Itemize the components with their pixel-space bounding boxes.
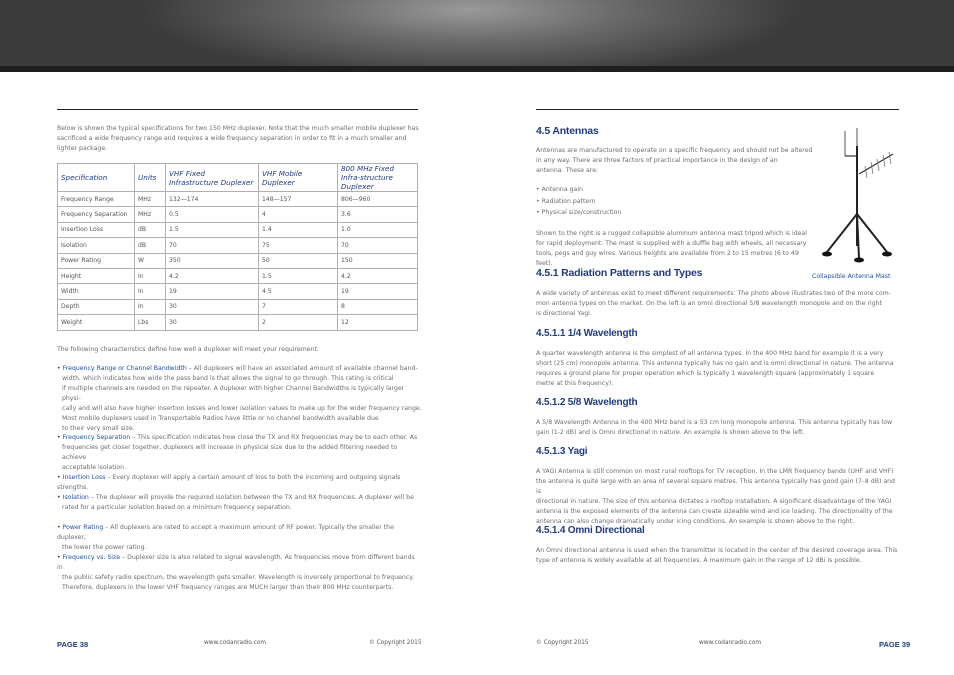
duplexer-spec-table xyxy=(57,163,418,331)
characteristic-item xyxy=(57,364,422,434)
table-cell: 1.5 xyxy=(166,222,259,237)
characteristic-item xyxy=(57,553,422,593)
characteristic-text-line: rated for a particular isolation based on a minimum frequency separation. xyxy=(62,504,292,511)
table-cell: Depth xyxy=(58,299,135,314)
table-cell: 2 xyxy=(259,315,338,330)
characteristic-term: Frequency Separation xyxy=(62,434,131,441)
table-header-cell: Specification xyxy=(58,164,135,192)
table-cell: MHz xyxy=(135,207,166,222)
characteristic-text-line: the lower the power rating. xyxy=(62,544,147,551)
characteristic-term: Frequency Range or Channel Bandwidth xyxy=(62,365,187,372)
table-header-cell: 800 MHz Fixed Infra-structure Duplexer xyxy=(338,164,418,192)
table-row xyxy=(58,299,418,314)
table-cell: 50 xyxy=(259,253,338,268)
paragraph-line: for rapid deployment. The mast is supplied with a duffle bag with wheels, all necessary xyxy=(536,240,807,247)
table-cell: Isolation xyxy=(58,238,135,253)
characteristic-text-line: if multiple channels are needed on the repeater. A duplexer with higher Channel Bandwidths is typically larger physi- xyxy=(62,385,405,402)
table-row xyxy=(58,238,418,253)
table-cell: 75 xyxy=(259,238,338,253)
characteristic-text: – The duplexer will provide the required isolation between the TX and RX frequencies. A duplexer will be xyxy=(90,494,414,501)
table-cell: Frequency Separation xyxy=(58,207,135,222)
table-cell: 4 xyxy=(259,207,338,222)
heading-radiation-patterns: 4.5.1 Radiation Patterns and Types xyxy=(536,267,703,279)
table-cell: 1.4 xyxy=(259,222,338,237)
characteristic-item xyxy=(57,493,422,513)
table-cell: 132—174 xyxy=(166,192,259,207)
characteristic-text: – Duplexer size is also related to signal wavelength. As frequencies move from different bands in xyxy=(57,554,415,571)
table-row xyxy=(58,207,418,222)
table-cell: 30 xyxy=(166,299,259,314)
table-cell: Height xyxy=(58,268,135,283)
bullet-dot: • xyxy=(57,524,63,531)
page-number-right: PAGE 39 xyxy=(879,640,911,649)
58-wavelength-paragraph xyxy=(536,418,898,438)
antenna-factor-item xyxy=(536,197,596,207)
table-cell: 0.5 xyxy=(166,207,259,222)
table-cell: dB xyxy=(135,238,166,253)
bullet-dot: • xyxy=(536,209,542,216)
table-cell: Power Rating xyxy=(58,253,135,268)
table-cell: 7 xyxy=(259,299,338,314)
table-cell: 1.5 xyxy=(259,268,338,283)
table-header-row xyxy=(58,164,418,192)
bullet-dot: • xyxy=(536,186,542,193)
banner-bar xyxy=(0,66,954,72)
bullet-dot: • xyxy=(536,197,542,205)
paragraph-line: short (25 cm) monopole antenna. This antenna typically has no gain and is omni directional in nature. The antenna xyxy=(536,360,894,367)
characteristic-term: Frequency vs. Size xyxy=(62,554,121,561)
characteristic-text-line: acceptable isolation. xyxy=(62,464,127,471)
antenna-factor-text: Antenna gain xyxy=(541,186,583,193)
table-row xyxy=(58,192,418,207)
footer-url-left[interactable]: www.codanradio.com xyxy=(204,640,267,646)
characteristic-text: – Every duplexer will apply a certain amount of loss to both the incoming and outgoing signals strengths. xyxy=(57,474,401,491)
heading-58-wavelength: 4.5.1.2 5/8 Wavelength xyxy=(536,397,638,408)
table-cell: Insertion Loss xyxy=(58,222,135,237)
antenna-factor-text: Radiation pattern xyxy=(541,197,596,205)
paragraph-line: directional in nature. The size of this antenna dictates a rooftop installation. A significant disadvantage of the YAGI xyxy=(536,498,892,505)
table-row xyxy=(58,284,418,299)
table-cell: 70 xyxy=(338,238,418,253)
table-cell: W xyxy=(135,253,166,268)
paragraph-line: gain (1-2 dB) and is Omni directional in nature. An example is shown above to the left. xyxy=(536,429,805,436)
table-cell: 8 xyxy=(338,299,418,314)
table-cell: 806—960 xyxy=(338,192,418,207)
page-number-left: PAGE 38 xyxy=(57,640,89,649)
table-cell: 3.6 xyxy=(338,207,418,222)
table-cell: 30 xyxy=(166,315,259,330)
footer-copyright-right: © Copyright 2015 xyxy=(536,640,589,646)
paragraph-line: is directional Yagi. xyxy=(536,310,592,317)
characteristic-text: – All duplexers will have an associated amount of available channel band- xyxy=(188,365,418,372)
radiation-paragraph xyxy=(536,289,898,319)
characteristic-text-line: cally and will also have higher insertion losses and lower isolation values to make up for the wider frequency range. xyxy=(62,405,422,412)
world-map-graphic xyxy=(0,0,954,72)
paragraph-line: in any way. There are three factors of practical importance in the design of an xyxy=(536,157,778,164)
characteristic-text-line: frequencies get closer together, duplexers will increase in physical size due to the added filtering needed to achieve xyxy=(62,444,398,461)
table-cell: 70 xyxy=(166,238,259,253)
yagi-paragraph xyxy=(536,467,898,527)
table-cell: 350 xyxy=(166,253,259,268)
paragraph-line: Shown to the right is a rugged collapsible aluminum antenna mast tripod which is ideal xyxy=(536,230,807,237)
characteristic-text-line: Most mobile duplexers used in Transportable Radios have little or no channel bandwidth available due xyxy=(62,415,379,422)
table-cell: Weight xyxy=(58,315,135,330)
table-cell: In xyxy=(135,284,166,299)
characteristics-intro: The following characteristics define how well a duplexer will meet your requirement: xyxy=(57,346,320,353)
paragraph-line: mon antenna types on the market. On the left is an omni directional 5/8 wavelength monopole and on the right xyxy=(536,300,883,307)
bullet-dot: • xyxy=(57,434,63,441)
paragraph-line: requires a ground plane for proper operation which is typically 1 wavelength square (approximately 1 square xyxy=(536,370,875,377)
bullet-dot: • xyxy=(57,365,63,372)
paragraph-line: antenna can also change dramatically under icing conditions. An example is shown above to the right. xyxy=(536,518,855,525)
paragraph-line: A YAGI Antenna is still common on most rural rooftops for TV reception. In the LMR frequency bands (UHF and VHF) xyxy=(536,468,894,475)
table-cell: Lbs xyxy=(135,315,166,330)
paragraph-line: antenna is the exposed elements of the antenna can create sizeable wind and ice loading. The directionality of the xyxy=(536,508,893,515)
paragraph-line: metre at this frequency). xyxy=(536,380,614,387)
intro-paragraph: Below is shown the typical specifications for two 150 MHz duplexer. Note that the much smaller mobile duplexer has sacrificed a wide frequency range and requires a wide frequency separation in order to fit in a much smaller and lighter package. xyxy=(57,125,419,152)
table-cell: 19 xyxy=(166,284,259,299)
table-header-cell: Units xyxy=(135,164,166,192)
bullet-dot: • xyxy=(57,494,63,501)
table-cell: 1.0 xyxy=(338,222,418,237)
table-cell: Frequency Range xyxy=(58,192,135,207)
characteristic-text-line: Therefore, duplexers in the lower VHF frequency ranges are MUCH larger than their 800 MHz counterparts. xyxy=(62,584,394,591)
paragraph-line: A wide variety of antennas exist to meet different requirements. The photo above illustrates two of the more com- xyxy=(536,290,891,297)
omni-paragraph xyxy=(536,546,898,566)
heading-antennas: 4.5 Antennas xyxy=(536,125,599,137)
paragraph-line: type of antenna is widely available at all frequencies. A maximum gain in the range of 12 dBi is possible. xyxy=(536,557,862,564)
heading-quarter-wavelength: 4.5.1.1 1/4 Wavelength xyxy=(536,328,638,339)
paragraph-line: antenna. These are: xyxy=(536,167,599,174)
table-row xyxy=(58,268,418,283)
quarter-wavelength-paragraph xyxy=(536,349,898,389)
mast-caption: Collapsible Antenna Mast xyxy=(812,273,891,280)
right-rule xyxy=(536,109,899,110)
left-rule xyxy=(57,109,418,110)
table-cell: MHz xyxy=(135,192,166,207)
characteristic-term: Power Rating xyxy=(62,524,104,531)
table-header-cell: VHF Mobile Duplexer xyxy=(259,164,338,192)
table-header-cell: VHF Fixed Infrastructure Duplexer xyxy=(166,164,259,192)
table-cell: 148—157 xyxy=(259,192,338,207)
paragraph-line: tools, pegs and guy wires. Various heights are available from 2 to 15 metres (6 to 49 feet). xyxy=(536,250,799,267)
table-cell: Width xyxy=(58,284,135,299)
footer-url-right[interactable]: www.codanradio.com xyxy=(699,640,762,646)
table-cell: 19 xyxy=(338,284,418,299)
antennas-paragraph-1 xyxy=(536,146,816,176)
characteristic-text-line: width, which indicates how wide the pass band is that allows the signal to go through. This rating is critical xyxy=(62,375,394,382)
characteristic-text: – This specification indicates how close the TX and RX frequencies may be to each other. As xyxy=(132,434,418,441)
paragraph-line: Antennas are manufactured to operate on a specific frequency and should not be altered xyxy=(536,147,813,154)
characteristic-text-line: to their very small size. xyxy=(62,425,135,432)
footer-copyright-left: © Copyright 2015 xyxy=(369,640,422,646)
antenna-mast-image xyxy=(815,126,897,268)
paragraph-line: A 5/8 Wavelength Antenna in the 400 MHz band is a 53 cm long monopole antenna. This antenna typically has low xyxy=(536,419,893,426)
paragraph-line: An Omni directional antenna is used when the transmitter is located in the center of the desired coverage area. This xyxy=(536,547,898,554)
table-cell: In xyxy=(135,299,166,314)
heading-omni-directional: 4.5.1.4 Omni Directional xyxy=(536,525,645,536)
heading-yagi: 4.5.1.3 Yagi xyxy=(536,446,588,457)
bullet-dot: • xyxy=(57,554,63,561)
table-cell: dB xyxy=(135,222,166,237)
antenna-factor-item xyxy=(536,208,621,218)
characteristic-text: – All duplexers are rated to accept a maximum amount of RF power. Typically the smaller the duplexer, xyxy=(57,524,394,541)
table-cell: 150 xyxy=(338,253,418,268)
characteristic-item xyxy=(57,473,422,493)
paragraph-line: the antenna is quite large with an area of several square metres. This antenna typically has good gain (7–8 dB) and is xyxy=(536,478,895,495)
bullet-dot: • xyxy=(57,474,63,481)
characteristic-term: Insertion Loss xyxy=(62,474,106,481)
characteristic-item xyxy=(57,433,422,473)
table-cell: 4.2 xyxy=(338,268,418,283)
paragraph-line: A quarter wavelength antenna is the simplest of all antenna types. In the 400 MHz band for example it is a very xyxy=(536,350,884,357)
table-row xyxy=(58,315,418,330)
header-banner xyxy=(0,0,954,72)
table-row xyxy=(58,253,418,268)
table-cell: 4.5 xyxy=(259,284,338,299)
antennas-paragraph-2 xyxy=(536,229,816,269)
table-cell: 4.2 xyxy=(166,268,259,283)
table-cell: In xyxy=(135,268,166,283)
table-cell: 12 xyxy=(338,315,418,330)
characteristic-text-line: the public safety radio spectrum, the wavelength gets smaller. Wavelength is inversely proportional to frequency. xyxy=(62,574,415,581)
characteristic-item xyxy=(57,523,422,553)
table-row xyxy=(58,222,418,237)
antenna-factor-item xyxy=(536,185,583,195)
characteristic-term: Isolation xyxy=(62,494,89,501)
antenna-factor-text: Physical size/construction xyxy=(541,209,622,216)
